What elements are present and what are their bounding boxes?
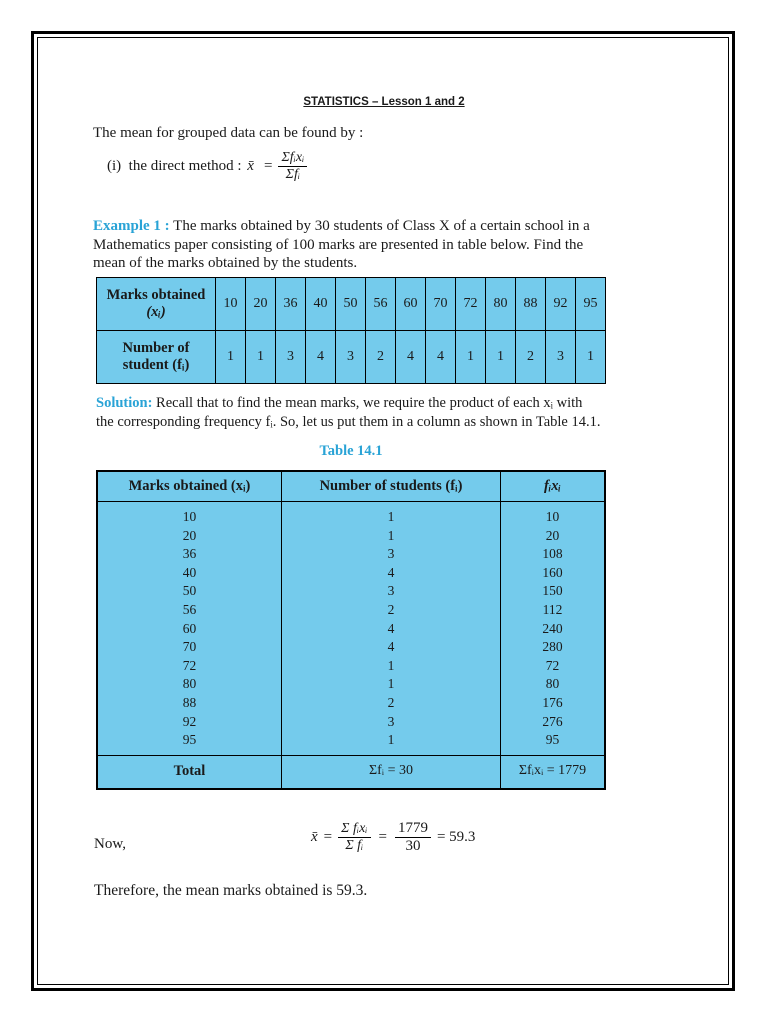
numeric-denominator: 30 <box>405 838 421 855</box>
students-cell: 1 <box>486 331 516 384</box>
table-cell-marks: 72 <box>182 657 197 673</box>
total-label: Total <box>173 763 206 779</box>
students-cell: 4 <box>306 331 336 384</box>
students-cell: 4 <box>396 331 426 384</box>
marks-cell: 36 <box>276 278 306 331</box>
direct-method-fraction <box>278 150 307 183</box>
now-label: Now, <box>94 836 126 852</box>
header-divider <box>98 501 604 502</box>
table-cell-students: 3 <box>387 583 395 599</box>
marks-cell: 20 <box>246 278 276 331</box>
direct-method-label: (i) the direct method : <box>107 158 246 175</box>
students-cell: 2 <box>516 331 546 384</box>
table-cell-marks: 92 <box>182 713 197 729</box>
students-cell: 1 <box>216 331 246 384</box>
total-products: Σfᵢxᵢ = 1779 <box>518 763 587 778</box>
students-cell: 4 <box>426 331 456 384</box>
total-students: Σfᵢ = 30 <box>369 763 413 778</box>
table-cell-product: 108 <box>542 546 563 562</box>
students-header <box>97 331 216 384</box>
table-cell-product: 95 <box>545 732 560 748</box>
table-cell-students: 3 <box>387 546 395 562</box>
table-cell-marks: 36 <box>182 546 197 562</box>
table-cell-product: 160 <box>542 564 563 580</box>
intro-text: The mean for grouped data can be found by : <box>93 125 364 141</box>
table-cell-marks: 95 <box>182 732 197 748</box>
marks-cell: 70 <box>426 278 456 331</box>
table-cell-students: 4 <box>387 620 395 636</box>
table-cell-product: 72 <box>545 657 560 673</box>
example-label: Example 1 : <box>93 218 170 234</box>
table-cell-students: 1 <box>387 657 395 673</box>
marks-cell: 40 <box>306 278 336 331</box>
total-divider <box>98 755 604 756</box>
symbolic-denominator: Σ fᵢ <box>345 838 364 854</box>
solution-label: Solution: <box>96 395 153 411</box>
marks-cell: 92 <box>546 278 576 331</box>
marks-cell: 72 <box>456 278 486 331</box>
marks-cell: 56 <box>366 278 396 331</box>
marks-cell: 88 <box>516 278 546 331</box>
marks-cell: 50 <box>336 278 366 331</box>
example-line-2: Mathematics paper consisting of 100 marks are presented in table below. Find the <box>93 236 584 253</box>
table-cell-marks: 56 <box>182 601 197 617</box>
table-cell-product: 20 <box>545 527 560 543</box>
frequency-table <box>96 470 606 790</box>
header-product: fᵢxᵢ <box>544 478 561 494</box>
header-students: Number of students (fᵢ) <box>319 478 463 494</box>
marks-header-label: Marks obtained <box>106 287 206 303</box>
example-line-3: mean of the marks obtained by the students. <box>93 255 358 271</box>
direct-method-formula <box>107 150 307 183</box>
xbar-symbol: x̄ <box>247 158 254 175</box>
students-cell: 1 <box>456 331 486 384</box>
table-cell-product: 80 <box>545 676 560 692</box>
table-cell-product: 150 <box>542 583 563 599</box>
table-cell-marks: 10 <box>182 509 197 524</box>
header-marks: Marks obtained (xᵢ) <box>128 478 251 494</box>
students-cell: 1 <box>246 331 276 384</box>
students-cell: 3 <box>336 331 366 384</box>
table-cell-marks: 50 <box>182 583 197 599</box>
table-caption: Table 14.1 <box>319 443 383 459</box>
table-cell-students: 2 <box>387 601 395 617</box>
students-cell: 3 <box>276 331 306 384</box>
table-cell-product: 112 <box>542 601 563 617</box>
students-column <box>282 508 500 750</box>
table-cell-marks: 60 <box>182 620 197 636</box>
table-cell-students: 1 <box>387 732 395 748</box>
students-cell: 3 <box>546 331 576 384</box>
solution-paragraph <box>96 394 611 431</box>
table-cell-product: 276 <box>542 713 563 729</box>
numeric-numerator: 1779 <box>395 820 431 838</box>
mean-result: = 59.3 <box>436 829 476 846</box>
marks-cell: 80 <box>486 278 516 331</box>
now-xbar: x̄ <box>311 829 318 846</box>
mean-calculation <box>311 820 475 856</box>
students-cell: 1 <box>576 331 606 384</box>
table-cell-students: 3 <box>387 713 395 729</box>
students-header-label: Number of <box>122 340 190 356</box>
example-line-1: The marks obtained by 30 students of Class X of a certain school in a <box>173 218 590 234</box>
table-cell-students: 1 <box>387 509 395 524</box>
example-paragraph <box>93 217 608 273</box>
table-cell-marks: 88 <box>182 694 197 710</box>
table-cell-marks: 40 <box>182 564 197 580</box>
now-eq-1: = <box>323 829 333 846</box>
table-cell-students: 1 <box>387 527 395 543</box>
marks-row <box>97 278 606 331</box>
table-cell-marks: 80 <box>182 676 197 692</box>
symbolic-fraction <box>338 821 370 854</box>
students-cell: 2 <box>366 331 396 384</box>
table-cell-product: 240 <box>542 620 563 636</box>
solution-line-1: Recall that to find the mean marks, we require the product of each xᵢ with <box>156 395 583 411</box>
marks-header <box>97 278 216 331</box>
numeric-fraction <box>395 820 431 856</box>
page-title: STATISTICS – Lesson 1 and 2 <box>303 96 465 108</box>
products-column <box>501 508 604 750</box>
fraction-denominator: Σfᵢ <box>285 167 301 183</box>
example-data-table <box>96 277 606 384</box>
table-cell-students: 2 <box>387 694 395 710</box>
table-cell-product: 10 <box>545 509 560 524</box>
table-cell-students: 4 <box>387 564 395 580</box>
now-eq-2: = <box>378 829 387 846</box>
equals-sign: = <box>263 158 273 175</box>
table-cell-students: 4 <box>387 639 395 655</box>
marks-header-symbol: (xᵢ) <box>146 304 166 320</box>
table-cell-product: 280 <box>542 639 563 655</box>
table-cell-marks: 20 <box>182 527 197 543</box>
table-cell-students: 1 <box>387 676 395 692</box>
table-cell-product: 176 <box>542 694 563 710</box>
students-row <box>97 331 606 384</box>
marks-cell: 95 <box>576 278 606 331</box>
conclusion-text: Therefore, the mean marks obtained is 59.3. <box>94 882 368 899</box>
table-cell-marks: 70 <box>182 639 197 655</box>
solution-line-2: the corresponding frequency fᵢ. So, let us put them in a column as shown in Table 14.1. <box>96 413 601 430</box>
fraction-numerator: Σfᵢxᵢ <box>278 150 307 167</box>
marks-column <box>98 508 281 750</box>
marks-cell: 60 <box>396 278 426 331</box>
symbolic-numerator: Σ fᵢxᵢ <box>338 821 370 838</box>
marks-cell: 10 <box>216 278 246 331</box>
students-header-symbol: student (fᵢ) <box>122 357 190 373</box>
